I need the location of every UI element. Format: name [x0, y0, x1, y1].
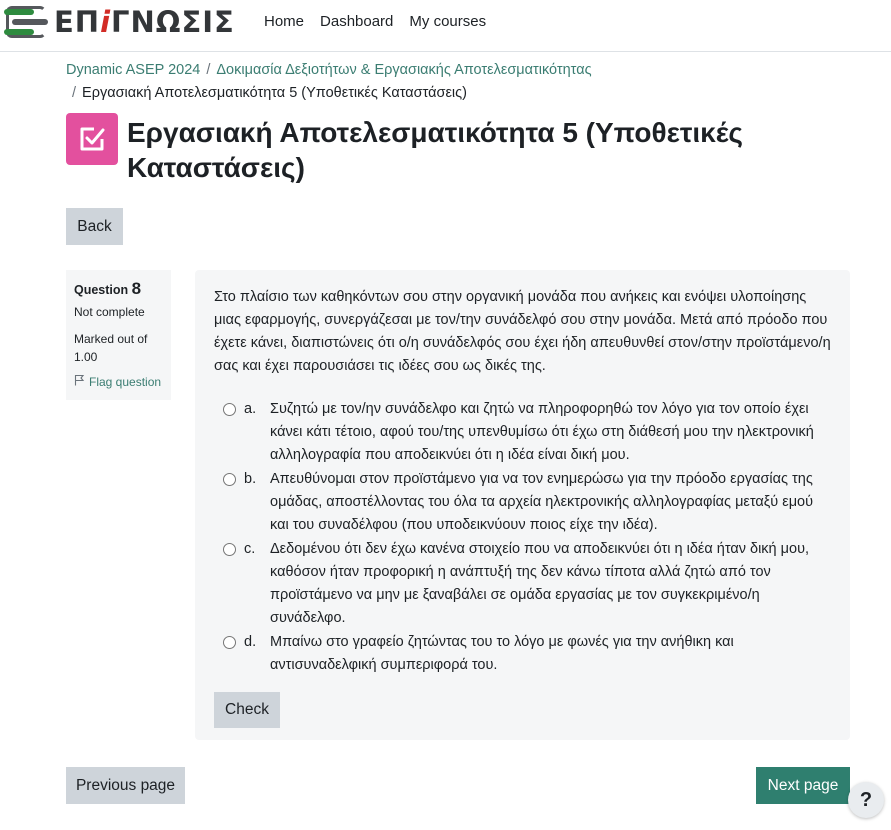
- question-text: Στο πλαίσιο των καθηκόντων σου στην οργανική μονάδα που ανήκεις και ενόψει υλοποίησης μιας εφαρμογής, συνεργάζεσαι με τον/την συνάδελφό σου στην μονάδα. Μετά από πρόοδο που έχετε κάνει, διαπιστώνεις ότι ο/η συνάδελφός σου έχει ήδη απευθυνθεί στον/στην προϊστάμενο/η σας και έχει παρουσιάσει τις ιδέες σου ως δικές της.: [214, 289, 831, 374]
- answer-option-d[interactable]: [223, 631, 833, 677]
- breadcrumb-current: Εργασιακή Αποτελεσματικότητα 5 (Υποθετικές Καταστάσεις): [82, 85, 467, 101]
- answer-radio-a[interactable]: [223, 403, 236, 416]
- previous-page-button[interactable]: Previous page: [66, 767, 185, 804]
- answer-radio-c[interactable]: [223, 543, 236, 556]
- back-button[interactable]: Back: [66, 208, 123, 245]
- epignosis-logo-icon: [4, 5, 50, 39]
- next-page-button[interactable]: Next page: [756, 767, 850, 804]
- answer-text[interactable]: Απευθύνομαι στον προϊστάμενο για να τον ενημερώσω για την πρόοδο εργασίας της ομάδας, αποστέλλοντας του όλα τα αρχεία ηλεκτρονικής αλληλογραφίας μεταξύ εμού και του συναδέλφου (που υποδεικνύουν ποιος είχε την ιδέα).: [270, 471, 814, 533]
- logo-text: ΕΠiΓΝΩΣΙΣ: [54, 5, 235, 39]
- nav-my-courses-link[interactable]: My courses: [409, 13, 487, 30]
- check-button[interactable]: Check: [214, 692, 280, 728]
- answer-text[interactable]: Δεδομένου ότι δεν έχω κανένα στοιχείο που να αποδεικνύει ότι η ιδέα ήταν δική μου, καθόσον ήταν προφορική η ανάπτυξή της δεν κάνω τίποτα αλλά ζητώ από τον προϊστάμενο να μην με ξαναβάλει σε ομάδα εργασίας με τον συγκεκριμένο/η συνάδελφο.: [270, 541, 810, 626]
- answer-letter: b.: [244, 471, 257, 487]
- flag-icon: [74, 374, 85, 389]
- answer-text[interactable]: Μπαίνω στο γραφείο ζητώντας του το λόγο με φωνές για την ανήθικη και αντισυναδελφική συμπεριφορά του.: [270, 634, 734, 673]
- answer-radio-b[interactable]: [223, 473, 236, 486]
- answer-option-b[interactable]: [223, 468, 833, 537]
- nav-dashboard-link[interactable]: Dashboard: [320, 13, 394, 30]
- answer-letter: a.: [244, 401, 257, 417]
- answer-option-a[interactable]: [223, 398, 833, 467]
- page-title: Εργασιακή Αποτελεσματικότητα 5 (Υποθετικές Καταστάσεις): [127, 117, 743, 183]
- question-grade: Marked out of 1.00: [74, 332, 148, 364]
- answer-radio-d[interactable]: [223, 636, 236, 649]
- site-logo[interactable]: [4, 4, 235, 40]
- question-content-panel: [195, 270, 850, 740]
- breadcrumb-section-link[interactable]: Δοκιμασία Δεξιοτήτων & Εργασιακής Αποτελεσματικότητας: [216, 62, 592, 78]
- answer-text[interactable]: Συζητώ με τον/ην συνάδελφο και ζητώ να πληροφορηθώ τον λόγο για τον οποίο έχει κάνει κάτι τέτοιο, αφού του/της υπενθυμίσω ότι έχω στη διάθεσή μου την ηλεκτρονική αλληλογραφία που αποδεικνύει ότι η ιδέα είναι δική μου.: [270, 401, 814, 463]
- answer-option-c[interactable]: [223, 538, 833, 630]
- breadcrumb: Dynamic ASEP 2024 / Δοκιμασία Δεξιοτήτων & Εργασιακής Αποτελεσματικότητας / Εργασιακή Αποτελεσματικότητα 5 (Υποθετικές Καταστάσεις): [66, 62, 592, 101]
- flag-question-link[interactable]: [74, 374, 163, 389]
- help-icon[interactable]: ?: [848, 782, 884, 818]
- question-state: Not complete: [74, 305, 145, 319]
- primary-navigation: [264, 13, 486, 30]
- quiz-checkbox-icon: [66, 113, 118, 165]
- answer-letter: c.: [244, 541, 256, 557]
- question-info-panel: [66, 270, 171, 400]
- question-number: Question 8: [74, 279, 142, 298]
- nav-home-link[interactable]: Home: [264, 13, 305, 30]
- flag-question-label: Flag question: [89, 374, 162, 389]
- navbar: [0, 0, 891, 52]
- breadcrumb-course-link[interactable]: Dynamic ASEP 2024: [66, 62, 201, 78]
- answer-letter: d.: [244, 634, 257, 650]
- answer-options: [223, 398, 833, 678]
